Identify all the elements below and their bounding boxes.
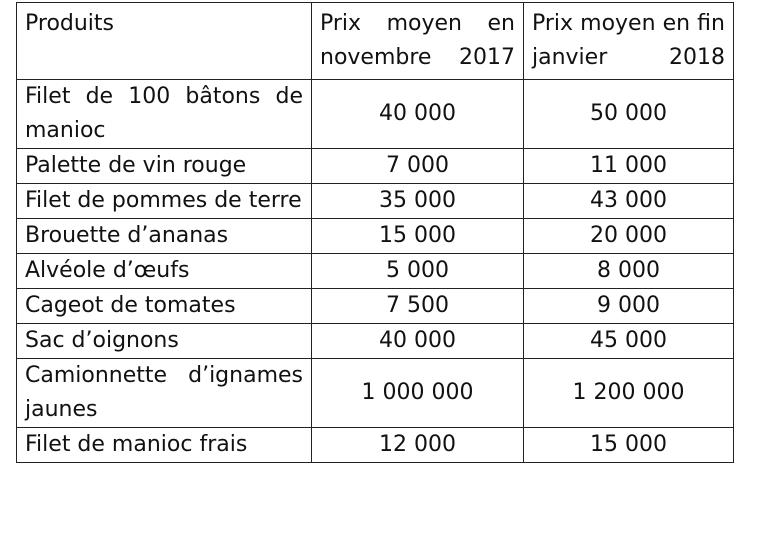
product-cell: Filet de 100 bâtons de manioc: [17, 80, 312, 149]
price-jan-2018-cell: 50 000: [524, 80, 734, 149]
price-jan-2018-cell: 15 000: [524, 428, 734, 463]
table-row: [17, 184, 734, 219]
price-nov-2017-cell: 40 000: [312, 80, 524, 149]
product-cell: Brouette d’ananas: [17, 219, 312, 254]
price-nov-2017-cell: 5 000: [312, 254, 524, 289]
price-jan-2018-cell: 43 000: [524, 184, 734, 219]
product-cell: Filet de manioc frais: [17, 428, 312, 463]
table-row: [17, 289, 734, 324]
price-nov-2017-cell: 40 000: [312, 324, 524, 359]
product-cell: Filet de pommes de terre: [17, 184, 312, 219]
table-row: [17, 80, 734, 149]
price-nov-2017-cell: 12 000: [312, 428, 524, 463]
product-cell: Camionnette d’ignames jaunes: [17, 359, 312, 428]
table-row: [17, 359, 734, 428]
price-table: [16, 2, 734, 463]
document-page: [16, 2, 733, 463]
column-header-price-nov-2017: Prix moyen en novembre 2017: [312, 3, 524, 80]
table-row: [17, 428, 734, 463]
product-cell: Alvéole d’œufs: [17, 254, 312, 289]
price-jan-2018-cell: 11 000: [524, 149, 734, 184]
price-nov-2017-cell: 1 000 000: [312, 359, 524, 428]
column-header-products: Produits: [17, 3, 312, 80]
price-nov-2017-cell: 35 000: [312, 184, 524, 219]
product-cell: Sac d’oignons: [17, 324, 312, 359]
product-cell: Cageot de tomates: [17, 289, 312, 324]
table-header-row: [17, 3, 734, 80]
column-header-price-jan-2018: Prix moyen en fin janvier 2018: [524, 3, 734, 80]
table-row: [17, 149, 734, 184]
price-nov-2017-cell: 7 500: [312, 289, 524, 324]
price-jan-2018-cell: 20 000: [524, 219, 734, 254]
price-jan-2018-cell: 9 000: [524, 289, 734, 324]
price-jan-2018-cell: 8 000: [524, 254, 734, 289]
table-row: [17, 254, 734, 289]
table-row: [17, 324, 734, 359]
price-jan-2018-cell: 45 000: [524, 324, 734, 359]
product-cell: Palette de vin rouge: [17, 149, 312, 184]
price-jan-2018-cell: 1 200 000: [524, 359, 734, 428]
price-nov-2017-cell: 15 000: [312, 219, 524, 254]
price-nov-2017-cell: 7 000: [312, 149, 524, 184]
table-row: [17, 219, 734, 254]
